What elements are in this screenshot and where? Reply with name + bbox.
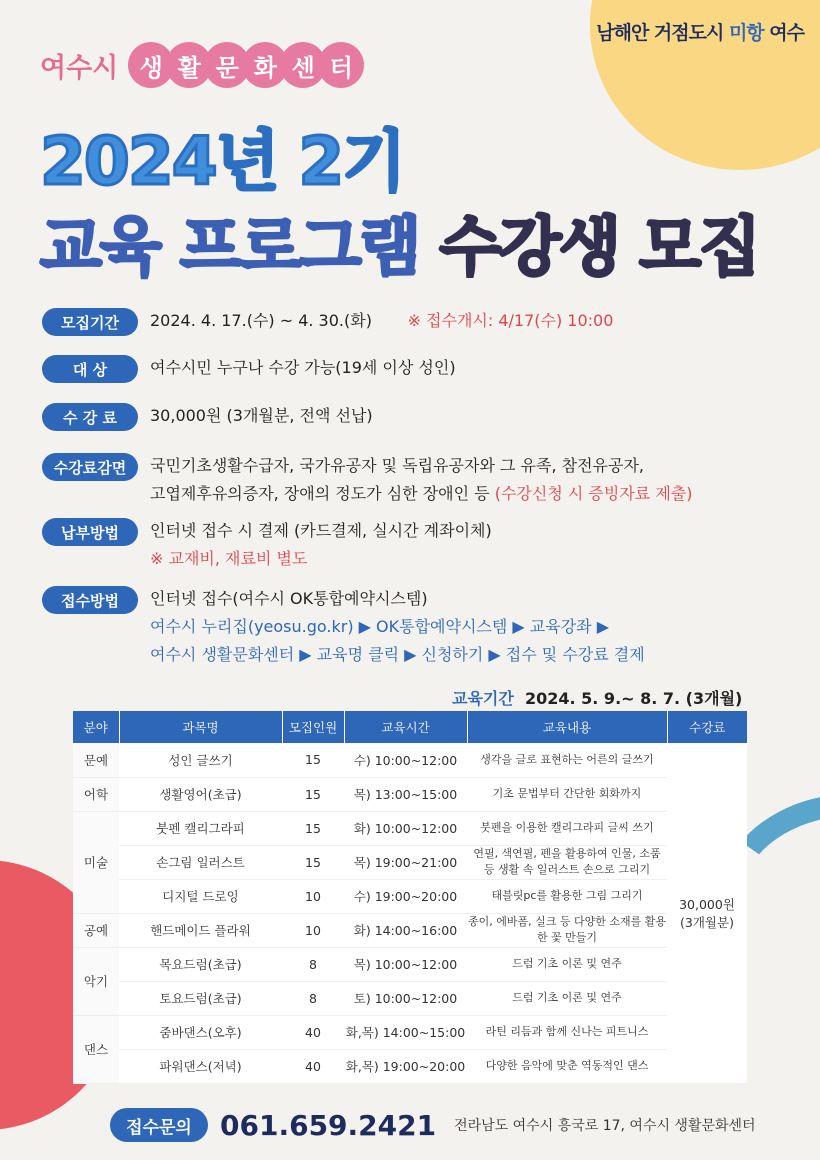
category-cell: 악기 (73, 947, 119, 1015)
table-row (73, 1049, 747, 1083)
table-row (73, 947, 747, 981)
capacity: 40 (282, 1049, 344, 1083)
center-name-chips (128, 42, 356, 88)
table-row (73, 743, 747, 777)
info-period (42, 307, 613, 336)
city-name: 여수시 (40, 52, 119, 84)
chip: 센 (280, 42, 326, 88)
capacity: 10 (282, 879, 344, 913)
payment-line1: 인터넷 접수 시 결제 (카드결제, 실시간 계좌이체) (150, 521, 492, 540)
course-desc: 다양한 음악에 맞춘 역동적인 댄스 (467, 1049, 667, 1083)
payment-note: ※ 교재비, 재료비 별도 (150, 549, 308, 568)
edu-period-label: 교육기간 (452, 689, 514, 708)
class-time: 목) 19:00~21:00 (344, 845, 467, 879)
course-desc: 드럼 기초 이론 및 연주 (467, 981, 667, 1015)
course-name: 성인 글쓰기 (119, 743, 282, 777)
fee-cell (667, 743, 747, 1083)
title-year: 2024년 2기 (40, 123, 405, 200)
class-time: 목) 10:00~12:00 (344, 947, 467, 981)
apply-line2: 여수시 누리집(yeosu.go.kr) ▶ OK통합예약시스템 ▶ 교육강좌 ▶ (150, 617, 610, 636)
label-period: 모집기간 (42, 308, 138, 336)
target-value: 여수시민 누구나 수강 가능(19세 이상 성인) (150, 358, 456, 377)
course-name: 손그림 일러스트 (119, 845, 282, 879)
contact-label: 접수문의 (110, 1108, 208, 1142)
th-category: 분야 (73, 711, 119, 743)
period-value: 2024. 4. 17.(수) ~ 4. 30.(화) (150, 311, 372, 330)
capacity: 10 (282, 913, 344, 947)
course-name: 디지털 드로잉 (119, 879, 282, 913)
course-name: 붓펜 캘리그라피 (119, 811, 282, 845)
capacity: 15 (282, 777, 344, 811)
info-fee (42, 402, 373, 431)
contact-address: 전라남도 여수시 흥국로 17, 여수시 생활문화센터 (454, 1118, 756, 1134)
course-desc: 종이, 에바폼, 실크 등 다양한 소재를 활용한 꽃 만들기 (467, 913, 667, 947)
class-time: 수) 10:00~12:00 (344, 743, 467, 777)
category-cell: 문예 (73, 743, 119, 777)
info-discount (42, 452, 693, 508)
table-row (73, 913, 747, 947)
class-time: 목) 13:00~15:00 (344, 777, 467, 811)
chip: 활 (166, 42, 212, 88)
table-row (73, 845, 747, 879)
table-header-row (73, 711, 747, 743)
course-desc: 붓펜을 이용한 캘리그라피 글씨 쓰기 (467, 811, 667, 845)
course-desc: 기초 문법부터 간단한 회화까지 (467, 777, 667, 811)
fee-period: (3개월분) (680, 914, 734, 930)
label-discount: 수강료감면 (42, 453, 138, 481)
city-slogan: 남해안 거점도시 미항 여수 (596, 22, 804, 44)
table-row (73, 1015, 747, 1049)
course-name: 파워댄스(저녁) (119, 1049, 282, 1083)
course-name: 목요드럼(초급) (119, 947, 282, 981)
capacity: 40 (282, 1015, 344, 1049)
center-heading (40, 42, 356, 88)
chip: 문 (204, 42, 250, 88)
fee-amount: 30,000원 (679, 896, 735, 912)
course-name: 생활영어(초급) (119, 777, 282, 811)
course-name: 핸드메이드 플라워 (119, 913, 282, 947)
class-time: 화) 10:00~12:00 (344, 811, 467, 845)
table-row (73, 981, 747, 1015)
table-row (73, 879, 747, 913)
th-course: 과목명 (119, 711, 282, 743)
label-target: 대 상 (42, 355, 138, 383)
class-time: 토) 10:00~12:00 (344, 981, 467, 1015)
capacity: 15 (282, 743, 344, 777)
discount-line1: 국민기초생활수급자, 국가유공자 및 독립유공자와 그 유족, 참전유공자, (150, 456, 644, 475)
period-note: ※ 접수개시: 4/17(수) 10:00 (407, 311, 614, 330)
table-row (73, 777, 747, 811)
capacity: 8 (282, 981, 344, 1015)
course-desc: 연필, 색연필, 펜을 활용하여 인물, 소품 등 생활 속 일러스트 손으로 그리기 (467, 845, 667, 879)
class-time: 수) 19:00~20:00 (344, 879, 467, 913)
class-time: 화,목) 19:00~20:00 (344, 1049, 467, 1083)
chip: 터 (318, 42, 364, 88)
th-content: 교육내용 (467, 711, 667, 743)
category-cell: 공예 (73, 913, 119, 947)
category-cell: 어학 (73, 777, 119, 811)
education-period (452, 686, 742, 709)
category-cell: 댄스 (73, 1015, 119, 1083)
apply-line3: 여수시 생활문화센터 ▶ 교육명 클릭 ▶ 신청하기 ▶ 접수 및 수강료 결제 (150, 645, 645, 664)
table-row (73, 811, 747, 845)
class-time: 화) 14:00~16:00 (344, 913, 467, 947)
th-capacity: 모집인원 (282, 711, 344, 743)
category-cell: 미술 (73, 811, 119, 913)
chip: 생 (128, 42, 174, 88)
chip: 화 (242, 42, 288, 88)
apply-line1: 인터넷 접수(여수시 OK통합예약시스템) (150, 589, 428, 608)
info-target (42, 354, 456, 383)
course-desc: 라틴 리듬과 함께 신나는 피트니스 (467, 1015, 667, 1049)
label-fee: 수 강 료 (42, 403, 138, 431)
course-name: 토요드럼(초급) (119, 981, 282, 1015)
contact-phone[interactable]: 061.659.2421 (220, 1108, 437, 1142)
contact-bar (110, 1108, 756, 1142)
course-desc: 생각을 글로 표현하는 어른의 글쓰기 (467, 743, 667, 777)
info-apply (42, 585, 645, 669)
capacity: 15 (282, 845, 344, 879)
fee-value: 30,000원 (3개월분, 전액 선납) (150, 406, 373, 425)
class-time: 화,목) 14:00~15:00 (344, 1015, 467, 1049)
th-fee: 수강료 (667, 711, 747, 743)
course-name: 줌바댄스(오후) (119, 1015, 282, 1049)
discount-note: (수강신청 시 증빙자료 제출) (494, 484, 693, 503)
info-payment (42, 517, 492, 573)
label-payment: 납부방법 (42, 518, 138, 546)
course-desc: 드럼 기초 이론 및 연주 (467, 947, 667, 981)
capacity: 8 (282, 947, 344, 981)
course-desc: 태블릿pc를 활용한 그림 그리기 (467, 879, 667, 913)
capacity: 15 (282, 811, 344, 845)
discount-line2: 고엽제후유의증자, 장애의 정도가 심한 장애인 등 (150, 484, 495, 503)
th-time: 교육시간 (344, 711, 467, 743)
edu-period-value: 2024. 5. 9.~ 8. 7. (3개월) (524, 689, 743, 708)
title-main: 교육 프로그램 수강생 모집 (40, 211, 759, 285)
label-apply: 접수방법 (42, 586, 138, 614)
course-table (73, 711, 747, 1084)
